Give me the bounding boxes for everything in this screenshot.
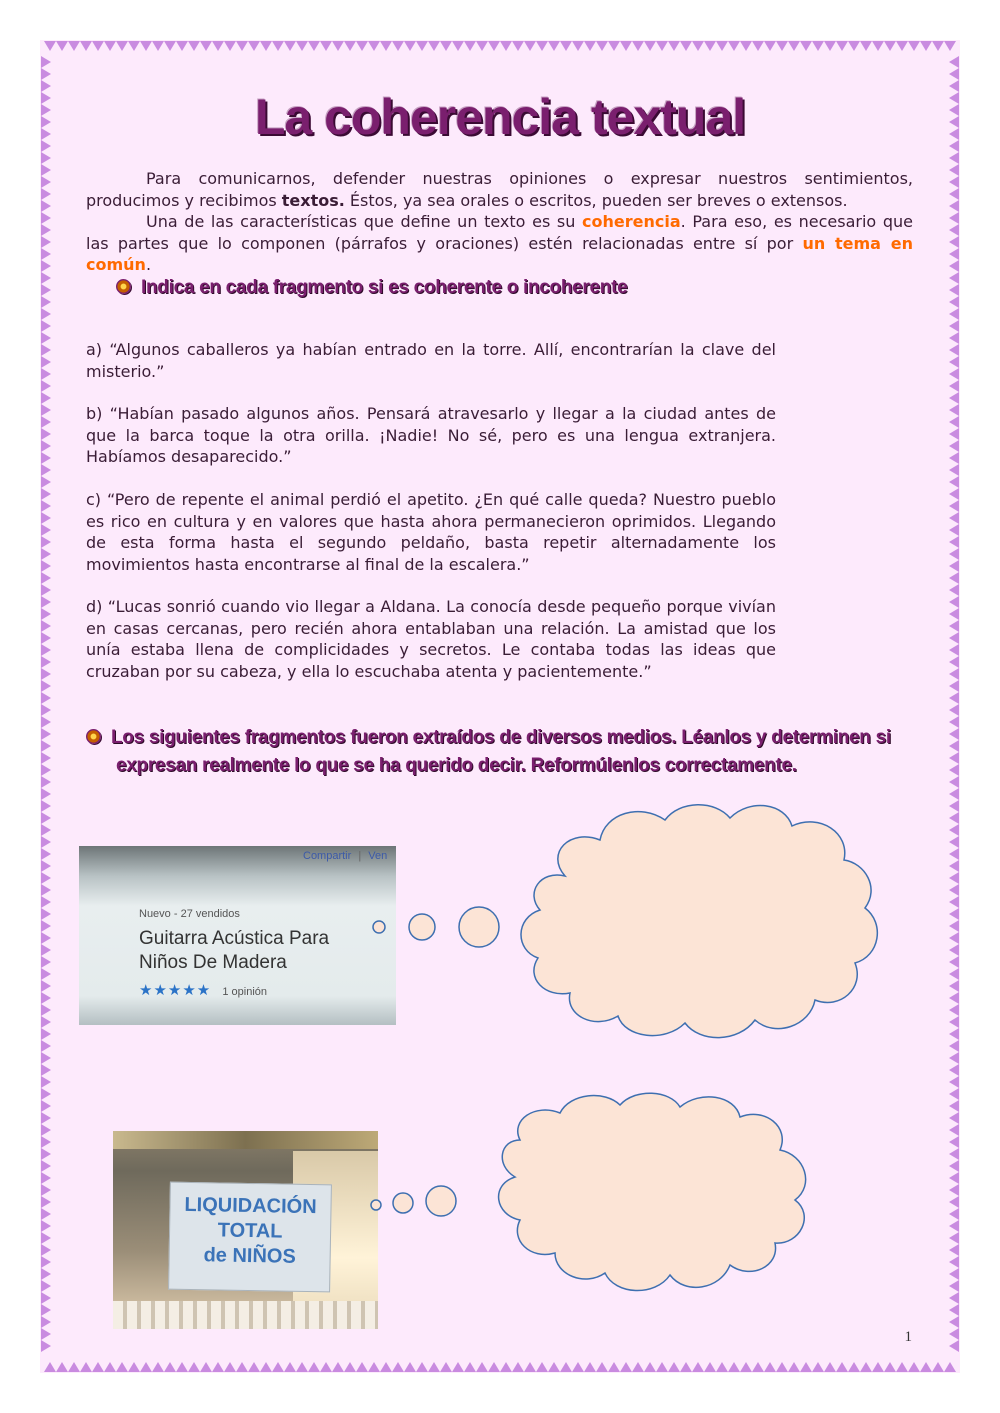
fragment-c: c) “Pero de repente el animal perdió el apetito. ¿En qué calle queda? Nuestro pueblo es rico en cultura y en valores que hasta ahora permanecieron oprimidos. Llegando de esta forma hasta el segundo peldaño, basta repetir alternadamente los movimientos hasta encontrarse al final de la escalera.” — [86, 490, 776, 574]
bullet-icon — [116, 279, 131, 294]
page-number: 1 — [904, 1329, 912, 1345]
sign-line-1: LIQUIDACIÓN — [184, 1193, 317, 1219]
listing-meta: Nuevo - 27 vendidos — [139, 908, 240, 920]
thought-cloud-2 — [360, 1085, 880, 1315]
rating-stars-icon: ★★★★★ — [139, 981, 212, 999]
intro-paragraph-1: Para comunicarnos, defender nuestras opiniones o expresar nuestros sentimientos, producimos y recibimos textos. Éstos, ya sea orales o escritos, pueden ser breves o extensos. — [86, 169, 913, 210]
intro-text — [86, 168, 913, 276]
fragment-a: a) “Algunos caballeros ya habían entrado en la torre. Allí, encontrarían la clave del misterio.” — [86, 340, 776, 381]
store-sign-photo — [113, 1131, 378, 1329]
share-link: Compartir — [303, 850, 352, 862]
sign-board — [168, 1182, 332, 1293]
intro-paragraph-2: Una de las características que define un texto es su coherencia. Para eso, es necesario que las partes que lo componen (párrafos y oraciones) estén relacionadas entre sí por un tema en común. — [86, 212, 913, 274]
product-title-line2: Niños De Madera — [139, 952, 287, 973]
activity1-heading: Indica en cada fragmento si es coherente o incoherente — [116, 274, 627, 302]
activity2-heading: Los siguientes fragmentos fueron extraídos de diversos medios. Léanlos y determinen si expresan realmente lo que se ha querido decir. Reformúlenlos correctamente. — [86, 724, 891, 780]
sell-link: Ven — [368, 850, 388, 862]
guitar-listing-photo: Compartir | Ven Nuevo - 27 vendidos Guitarra Acústica Para Niños De Madera ★★★★★ 1 opinión — [79, 846, 396, 1025]
sign-line-3: de NIÑOS — [203, 1244, 296, 1268]
fragment-b: b) “Habían pasado algunos años. Pensará atravesarlo y llegar a la ciudad antes de que la barca toque la otra orilla. ¡Nadie! No sé, pero es una lengua extranjera. Habíamos desaparecido.” — [86, 404, 776, 466]
worksheet-page — [40, 40, 960, 1373]
sign-line-2: TOTAL — [217, 1219, 283, 1243]
thought-cloud-1 — [360, 798, 920, 1048]
bullet-icon — [86, 729, 101, 744]
review-count: 1 opinión — [222, 986, 267, 998]
keyword-tema-comun: un tema en común — [86, 233, 913, 274]
fragment-d: d) “Lucas sonrió cuando vio llegar a Aldana. La conocía desde pequeño porque vivían en casas cercanas, pero recién ahora entablaban una relación. La amistad que los unía estaba llena de complicidades y secretos. Le contaba todas las ideas que cruzaban por su cabeza, y ella lo escuchaba atenta y pacientemente.” — [86, 597, 776, 681]
product-title-line1: Guitarra Acústica Para — [139, 928, 330, 949]
page-title: La coherencia textual — [254, 89, 746, 145]
keyword-coherencia: coherencia — [582, 212, 681, 231]
